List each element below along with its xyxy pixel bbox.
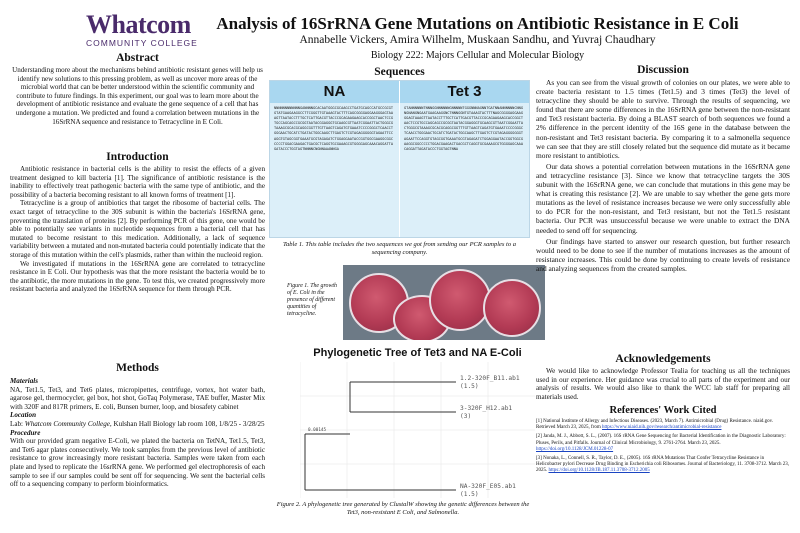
poster-authors: Annabelle Vickers, Amira Wilhelm, Muskaan Sandhu, and Yuvraj Chaudhary (299, 34, 656, 46)
discussion-paragraph-3: Our findings have started to answer our research question, but further research would need to be done to see if the number of mutations increases as the amount of resistance increases. This could be done by continuing to create levels of resistance and analyzing sequences from the created samples. (536, 236, 790, 273)
discussion-paragraph-2: Our data shows a potential correlation between mutations in the 16SrRNA gene and tetracycline resistance [3]. Since we know that tetracycline targets the 30S subunit with the 16SrRNA gene, we can conclude that mutations in this gene may be what is creating this resistance [2]. We are unable to say whether the gene gets more mutations as the level of resistance increases because we were only successfully able to do PCR for the non-resistant, and Tet3 resistant, but not the Tet1.5 resistant bacteria. Our PCR was unsuccessful because we were unable to extract the DNA needed to send off for sequencing. (536, 161, 790, 235)
leaf-tet1-5-name: 1.2-320F_B11.ab1 (460, 375, 520, 382)
logo-subtitle: COMMUNITY COLLEGE (86, 38, 198, 48)
tree-leaf-labels (460, 375, 520, 498)
methods-section (10, 362, 265, 489)
discussion-body (536, 78, 790, 273)
materials-text: NA, Tet1.5, Tet3, and Tet6 plates, micropipettes, centrifuge, vortex, hot water bath, agarose gel, thermocycler, gel box, hot shot, GoTaq Polymerase, TAE buffer, Master Mix with 320F and 817R primers, E. coli, Bunsen burner, loop, and biosafety cabinet (10, 385, 265, 411)
figure-1-caption: Figure 1. The growth of E. Coli in the presence of different quantities of tetracycline. (287, 283, 337, 318)
materials-label: Materials (10, 377, 38, 385)
acknowledgements-heading: Acknowledgements (615, 353, 711, 365)
discussion-heading: Discussion (637, 64, 689, 76)
branch-length-label: 0.00145 (308, 428, 327, 433)
figure-2-caption: Figure 2. A phylogenetic tree generated by ClustalW showing the genetic differences between the Tet3, non-resistant E Coli, and Salmonella. (276, 501, 530, 516)
leaf-tet1-5-value: (1.5) (460, 383, 479, 390)
introduction-body (10, 165, 265, 294)
reference-link[interactable]: https://doi.org/10.1128/JCM.01228-07 (536, 446, 614, 452)
column-header-tet3: Tet 3 (399, 81, 529, 103)
sequences-table-row (270, 103, 529, 237)
discussion-paragraph-1: As you can see from the visual growth of colonies on our plates, we were able to create bacteria resistant to 1.5 times (Tet1.5) and 3 times (Tet3) the level of tetracycline they should be able to survive. Through the results of sequencing, we found that there are some differences in the 16SrRNA gene between the non-resistant and Tet3 resistant bacteria. By doing a BLAST search of both sequences we found a 2% difference in the percent identity of the 16S gene in the database between the non-resistant and Tet3 resistant bacteria. By comparing it to a salmonella sequence we can see that they are still closely related but the sequence did mutate as it became more resistant to antibiotics. (536, 78, 790, 160)
abstract-text: Understanding more about the mechanisms behind antibiotic resistant genes will help us identify new solutions to this pressing problem, as well as uncover more areas of the microbial world that can be better understood within the scientific community and contribute to future findings. In this experiment, our goal was to learn more about the development of antibiotic resistance and evaluate the gene sequence of a cell that has undergone a mutation. We predicted and found a correlation between mutations in the 16SrRNA sequence and resistance to Tetracycline in E Coli. (12, 66, 263, 126)
leaf-na-name: NA-320F_E05.ab1 (460, 483, 516, 490)
sequences-heading: Sequences (374, 66, 425, 78)
leaf-tet3-value: (3) (460, 413, 472, 420)
tet3-sequence-cell: GTANNNNNNTNNNGGNNNNNNGNNNNNTGGGNNNAGNNTGATNNANNNNNNCNNGNGNANGNGAATGAAGAAGGNCTNNNGGNTGTAAAGTACTTTNAGCGGGGAGGAAGGGAGTAAAGTTAATACCTTTGCTCATTGACGTTACCCGCAGAAGAAGCACCGGCTAACTCCGTGCCAGCAGCCGCGGTAATACGGAGGGTGCAAGCGTTAATCGGAATTACTGGGCGTAAAGCGCACGCAGGCGGTTTGTTAAGTCAGATGTGAAATCCCCGGGCTCAACCTGGGAACTGCATCTGATACTGGCAAGCTTGAGTCTCGTAGAGGGGGGGTAGAATTCCAGGTGTAGCGGTGAAATGCGTAGAGATCTGGAGGAATACCGGTGGCGAAGGCGGCCCCCTGGACGAAGACTGACGCTCAGGTGCGAAAGCGTGGGGAGCAAACAGGATTAGATACCCTGGTAGTNNA (399, 103, 529, 237)
references-list (536, 419, 790, 475)
abstract-heading: Abstract (116, 52, 159, 64)
intro-paragraph-1: Antibiotic resistance in bacterial cells is the ability to resist the effects of a given treatment designed to kill bacteria [1]. The significance of antibiotic resistance is the inability to effectively treat pathogenic bacteria with the same type of antibiotic, and the possibility of a bacteria becoming resistant to all known forms of treatment [1]. (10, 165, 265, 199)
intro-paragraph-3: We investigated if mutations in the 16SrRNA gene are correlated to tetracycline resistance in E Coli. Our hypothesis was that the more resistant the bacteria would be to the antibiotic, the more mutations in the gene. To test this, we created progressively more resistant bacteria and analyzed the 16SrRNA sequence for them through PCR. (10, 259, 265, 294)
tree-branches (305, 382, 456, 490)
reference-item: [3] Nonaka, L., Connell, S. R., Taylor, D. E., (2005). 16S rRNA Mutations That Confer Tetracycline Resistance in Helicobacter pylori Decrease Drug Binding in Escherichia coli Ribosomes. Journal of Bacteriology, 11. 3708-3712. March 23, 2025. https://doi.org/10.1128/JB.187.11.3708-3712.2005 (536, 456, 790, 474)
na-sequence-cell: NNNNNNNNNNNNGANNNNGCACAATGGGCGCAAGCCTGATGCAGCCATGCCGCGTGTATGAAGAAGGCCTTCGGGTTGTAAAGTACTTTCAGCGGGGAGGAAGGGAGTAAAGTTAATACCTTTGCTCATTGACGTTACCCGCAGAAGAAGCACCGGCTAACTCCGTGCCAGCAGCCGCGGTAATACGGAGGGTGCAAGCGTTAATCGGAATTACTGGGCGTAAAGCGCACGCAGGCGGTTTGTTAAGTCAGATGTGAAATCCCCGGGCTCAACCTGGGAACTGCATCTGATACTGGCAAGCTTGAGTCTCGTAGAGGGGGGTAGAATTCCAGGTGTAGCGGTGAAATGCGTAGAGATCTGGAGGAATACCGGTGGCGAAGGCGGCCCCCTGGACGAAGACTGACGCTCAGGTGCGAAAGCGTGGGGAGCAAACAGGATTAGATACCCTGGTAGTNNNNCNGNNAAANNGA (274, 106, 393, 151)
reference-item: [1] National Institute of Allergy and Infectious Diseases. (2023, March 7). Antimicrobial (Drug) Resistance. niaid.gov. Retrieved March 23, 2025, from https://www.niaid.nih.gov/research/antimicrobial-resistance (536, 419, 774, 431)
location-label: Location (10, 411, 37, 420)
petri-dish-tet6 (483, 279, 541, 337)
sequences-table-header (270, 81, 529, 103)
location-text: Lab: Whatcom Community College, Kulshan Hall Biology lab room 108, 1/8/25 - 3/28/25 (10, 419, 265, 428)
column-header-na: NA (270, 81, 399, 103)
procedure-label: Procedure (10, 428, 41, 437)
acknowledgements-text: We would like to acknowledge Professor Tealia for teaching us all the techniques used in our experience. Her guidance was crucial to all parts of the experiment and our analysis of results. We would also like to thank the WCC lab staff for preparing all materials used. (536, 367, 790, 401)
leaf-na-value: (1.5) (460, 491, 479, 498)
sequences-table (269, 80, 530, 238)
introduction-section (10, 151, 265, 294)
references-heading: References' Work Cited (609, 405, 717, 416)
reference-link[interactable]: https://www.niaid.nih.gov/research/antimicrobial-resistance (601, 425, 722, 431)
reference-item: [2] Janda, M. J., Abbott, S. L., (2007). 16S rRNA Gene Sequencing for Bacterial Identification in the Diagnostic Laboratory: Pluses, Perils, and Pitfalls. Journal of Clinical Microbiology, 9. 2761-2764. March 23, 2025. https://doi.org/10.1128/JCM.01228-07 (536, 434, 786, 452)
leaf-tet3-name: 3-320F_H12.ab1 (460, 405, 513, 412)
college-name: Whatcom Community College (24, 419, 110, 428)
course-name: Biology 222: Majors Cellular and Molecular Biology (370, 50, 585, 61)
college-logo (86, 10, 198, 48)
references-section (536, 405, 790, 478)
introduction-heading: Introduction (106, 151, 169, 163)
methods-heading: Methods (116, 362, 159, 374)
intro-paragraph-2: Tetracycline is a group of antibiotics that target the ribosome of bacterial cells. The exact target of tetracycline to the 30S subunit is within the bacteria's 16SrRNA gene, preventing the translation of proteins [2]. By performing PCR of this gene, one would be able to potentially see variants in nucleotide sequences from a bacterial cell that has mutated to become resistant to this medication. Additionally, a lack of sequence variability between a mutated and non-mutated bacteria could potentially indicate that the storage of this mutation within the cell's plasmids, rather than within the nucleoid region. (10, 199, 265, 259)
phylogenetic-tree (300, 362, 535, 498)
procedure-text: With our provided gram negative E-Coli, we plated the bacteria on TetNA, Tet1.5, Tet3, and Tet6 agar plates consecutively. We took samples from the previous level of antibiotic resistance to grow increasingly more resistant bacteria. Samples were taken from each plate and lysed to replicate the 16srRNA gene. We performed gel electrophoresis of each sample to see if our samples could be sent off for sequencing. We sent the bacterial cells off to a sequencing company to perform bioinformatics. (10, 437, 265, 489)
discussion-section (536, 64, 790, 273)
reference-link[interactable]: https://doi.org/10.1128/JB.187.11.3708-3712.2005 (548, 468, 650, 474)
methods-body (10, 377, 265, 489)
logo-wordmark: Whatcom (86, 10, 191, 39)
poster-title: Analysis of 16SrRNA Gene Mutations on Antibiotic Resistance in E Coli (216, 14, 739, 33)
abstract-section (10, 52, 265, 126)
petri-dish-photo (343, 265, 545, 340)
petri-dish-tet3 (429, 269, 491, 331)
tree-heading: Phylogenetic Tree of Tet3 and NA E-Coli (313, 347, 522, 359)
acknowledgements-section (536, 353, 790, 401)
table-1-caption: Table 1. This table includes the two sequences we got from sending our PCR samples to a sequencing company. (283, 241, 516, 256)
